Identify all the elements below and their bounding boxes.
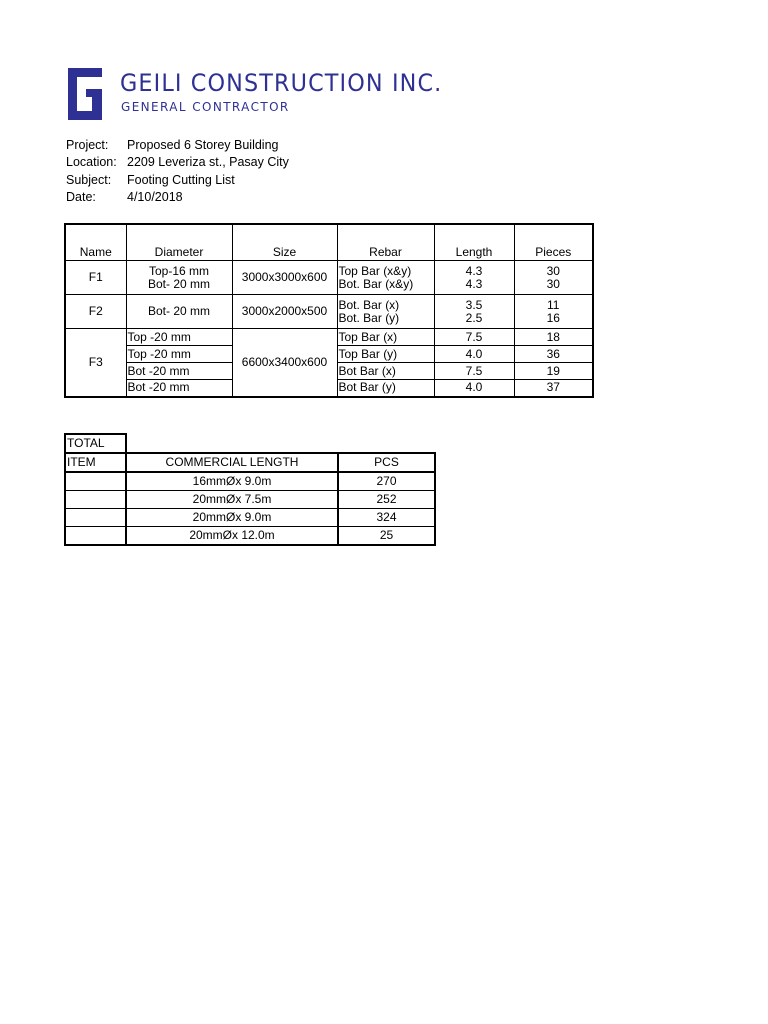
f3-name: F3 [65,329,126,397]
totals-header-row [65,453,435,472]
f2-length-x: 3.5 [465,297,483,312]
project-info [66,136,289,206]
totals-title-row [65,434,435,453]
f1-pieces-bot: 30 [546,276,560,291]
company-subtitle: GENERAL CONTRACTOR [121,100,290,114]
project-label: Project: [66,137,109,152]
f3-length-4: 4.0 [434,380,514,397]
f3-rebar-1: Top Bar (x) [337,329,434,346]
f2-length [434,295,514,329]
f2-rebar [337,295,434,329]
f3-pieces-1: 18 [514,329,593,346]
f1-length-top: 4.3 [465,263,483,278]
f3-rebar-4: Bot Bar (y) [337,380,434,397]
f2-diameter: Bot- 20 mm [126,295,232,329]
f2-pieces-x: 11 [547,297,560,312]
f1-diameter-bot: Bot- 20 mm [147,276,210,291]
f3-size: 6600x3400x600 [232,329,337,397]
f1-pieces-top: 30 [546,263,560,278]
f3-pieces-2: 36 [514,346,593,363]
f2-rebar-y: Bot. Bar (y) [338,310,400,325]
total-length-3: 20mmØx 9.0m [126,509,338,527]
header-rebar: Rebar [337,224,434,261]
header-diameter: Diameter [126,224,232,261]
f1-rebar-top: Top Bar (x&y) [338,263,412,278]
table-row [65,491,435,509]
f1-diameter-top: Top-16 mm [148,263,210,278]
location-row [66,154,289,172]
f2-name: F2 [65,295,126,329]
f3-length-2: 4.0 [434,346,514,363]
table-row-f1 [65,261,593,295]
total-length-2: 20mmØx 7.5m [126,491,338,509]
total-item-2 [65,491,126,509]
table-row-f3-1 [65,329,593,346]
g-logo-icon [62,64,112,124]
header-commercial-length: COMMERCIAL LENGTH [126,453,338,472]
f1-diameter [126,261,232,295]
total-item-4 [65,527,126,546]
total-length-4: 20mmØx 12.0m [126,527,338,546]
f1-pieces [514,261,593,295]
location-label: Location: [66,155,117,170]
header-item: ITEM [65,453,126,472]
f1-length [434,261,514,295]
f2-size: 3000x2000x500 [232,295,337,329]
total-length-1: 16mmØx 9.0m [126,472,338,491]
f3-diameter-4: Bot -20 mm [126,380,232,397]
subject-value: Footing Cutting List [127,172,235,187]
company-name: GEILI CONSTRUCTION INC. [120,69,443,97]
project-value: Proposed 6 Storey Building [127,137,279,152]
table-row-f2 [65,295,593,329]
total-pcs-1: 270 [338,472,435,491]
f1-rebar [337,261,434,295]
total-pcs-4: 25 [338,527,435,546]
f3-pieces-4: 37 [514,380,593,397]
location-value: 2209 Leveriza st., Pasay City [127,155,289,170]
f3-diameter-1: Top -20 mm [126,329,232,346]
subject-row [66,171,289,189]
total-item-1 [65,472,126,491]
f3-pieces-3: 19 [514,363,593,380]
totals-title: TOTAL [65,434,126,453]
footing-header-row [65,224,593,261]
f2-rebar-x: Bot. Bar (x) [338,297,400,312]
f3-diameter-3: Bot -20 mm [126,363,232,380]
footing-table [64,223,594,398]
header-pieces: Pieces [514,224,593,261]
total-item-3 [65,509,126,527]
f3-rebar-2: Top Bar (y) [337,346,434,363]
table-row [65,472,435,491]
company-logo [62,64,443,128]
f1-size: 3000x3000x600 [232,261,337,295]
project-row [66,136,289,154]
date-row [66,189,289,207]
f1-name: F1 [65,261,126,295]
f1-length-bot: 4.3 [465,276,483,291]
table-row [65,527,435,546]
header-pcs: PCS [338,453,435,472]
f3-length-3: 7.5 [434,363,514,380]
f2-pieces-y: 16 [546,310,560,325]
date-value: 4/10/2018 [127,190,183,205]
f3-diameter-2: Top -20 mm [126,346,232,363]
f2-pieces [514,295,593,329]
subject-label: Subject: [66,172,112,187]
f1-rebar-bot: Bot. Bar (x&y) [338,276,414,291]
header-size: Size [232,224,337,261]
header-length: Length [434,224,514,261]
header-name: Name [65,224,126,261]
f3-length-1: 7.5 [434,329,514,346]
total-pcs-3: 324 [338,509,435,527]
total-pcs-2: 252 [338,491,435,509]
f3-rebar-3: Bot Bar (x) [337,363,434,380]
totals-table [64,433,436,546]
table-row [65,509,435,527]
date-label: Date: [66,190,96,205]
f2-length-y: 2.5 [465,310,483,325]
